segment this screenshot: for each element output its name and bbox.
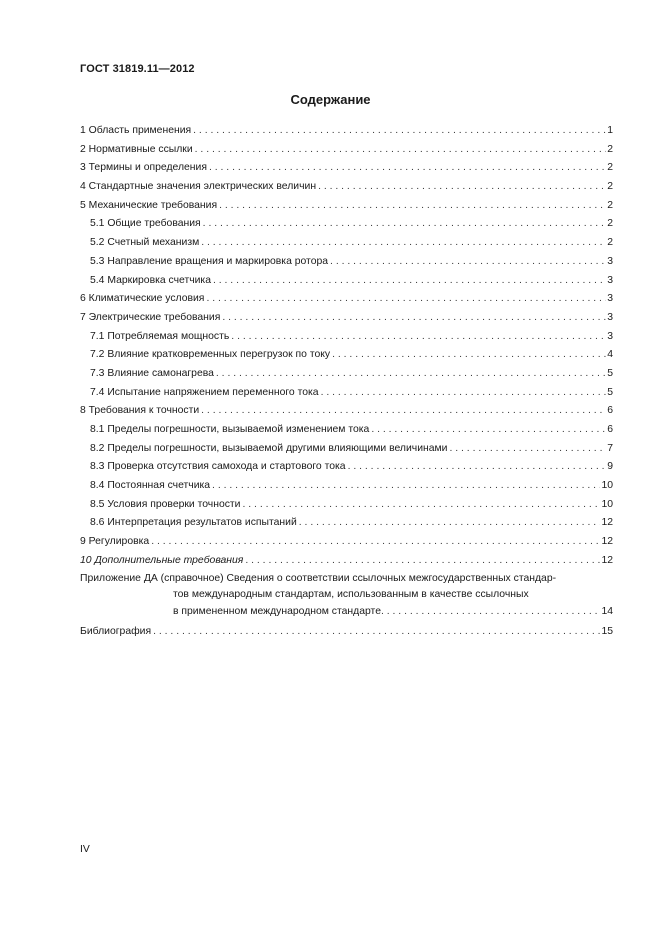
dot-leader bbox=[203, 215, 607, 234]
toc-entry[interactable] bbox=[80, 440, 613, 459]
toc-entry[interactable] bbox=[80, 365, 613, 384]
toc-entry-title: 7.2 Влияние кратковременных перегрузок по току bbox=[90, 349, 331, 361]
appendix-page-number: 14 bbox=[601, 605, 613, 617]
toc-entry[interactable] bbox=[80, 514, 613, 533]
dot-leader bbox=[299, 514, 601, 533]
toc-entry[interactable] bbox=[80, 272, 613, 291]
dot-leader bbox=[151, 533, 600, 552]
appendix-line-1: Приложение ДА (справочное) Сведения о соответствии ссылочных межгосударственных стандар- bbox=[80, 572, 557, 584]
dot-leader bbox=[318, 178, 606, 197]
toc-entry[interactable] bbox=[80, 402, 613, 421]
toc-entry[interactable] bbox=[80, 477, 613, 496]
toc-entry-title: 7.1 Потребляемая мощность bbox=[90, 330, 230, 342]
toc-entry[interactable] bbox=[80, 496, 613, 515]
toc-entry-page-number: 12 bbox=[601, 536, 613, 548]
toc-entry-title: 5.3 Направление вращения и маркировка ротора bbox=[90, 255, 329, 267]
toc-entry-title: 5 Механические требования bbox=[80, 199, 218, 211]
toc-entry[interactable] bbox=[80, 197, 613, 216]
toc-entry-page-number: 12 bbox=[601, 517, 613, 529]
toc-entry-title: 3 Термины и определения bbox=[80, 162, 207, 174]
toc-entry-page-number: 7 bbox=[607, 442, 613, 454]
toc-entry-title: 1 Область применения bbox=[80, 125, 192, 136]
footer-page-number: IV bbox=[80, 844, 90, 855]
toc-entry[interactable] bbox=[80, 234, 613, 253]
toc-entry-page-number: 2 bbox=[607, 181, 613, 193]
toc-entry-page-number: 2 bbox=[607, 199, 613, 211]
dot-leader bbox=[193, 122, 606, 141]
dot-leader bbox=[381, 604, 601, 621]
dot-leader bbox=[243, 496, 601, 515]
toc-entry-title: 8 Требования к точности bbox=[80, 405, 200, 417]
page-title: Содержание bbox=[290, 92, 371, 107]
toc-entry-title: 8.3 Проверка отсутствия самохода и стартового тока bbox=[90, 461, 346, 473]
toc-entry-bibliography[interactable] bbox=[80, 623, 613, 642]
dot-leader bbox=[195, 141, 607, 160]
dot-leader bbox=[212, 477, 600, 496]
toc-entry[interactable] bbox=[80, 290, 613, 309]
toc-entry[interactable] bbox=[80, 178, 613, 197]
toc-entry[interactable] bbox=[80, 253, 613, 272]
toc-entry[interactable] bbox=[80, 122, 613, 141]
dot-leader bbox=[321, 384, 607, 403]
dot-leader bbox=[206, 290, 606, 309]
toc-entry-title: 9 Регулировка bbox=[80, 536, 150, 548]
toc-entry[interactable] bbox=[80, 533, 613, 552]
dot-leader bbox=[332, 346, 606, 365]
toc-entry-page-number: 6 bbox=[607, 424, 613, 435]
document-code: ГОСТ 31819.11—2012 bbox=[80, 63, 195, 75]
toc-entry-title: 8.5 Условия проверки точности bbox=[90, 498, 241, 510]
toc-entry-page-number: 5 bbox=[607, 367, 613, 379]
toc-entry[interactable] bbox=[80, 384, 613, 403]
toc-entry-title: 10 Дополнительные требования bbox=[80, 554, 244, 566]
toc-entry-title: 4 Стандартные значения электрических величин bbox=[80, 181, 317, 193]
toc-entry-page-number: 5 bbox=[607, 386, 613, 398]
toc-entry-title: 5.1 Общие требования bbox=[90, 218, 201, 230]
toc-entry-page-number: 2 bbox=[607, 237, 613, 249]
toc-entry[interactable] bbox=[80, 309, 613, 328]
toc-entry[interactable] bbox=[80, 328, 613, 347]
bibliography-page-number: 15 bbox=[601, 626, 613, 637]
toc-entry[interactable] bbox=[80, 552, 613, 571]
dot-leader bbox=[330, 253, 606, 272]
dot-leader bbox=[213, 272, 606, 291]
dot-leader bbox=[201, 234, 606, 253]
toc-entry-page-number: 3 bbox=[607, 311, 613, 323]
dot-leader bbox=[216, 365, 606, 384]
appendix-line-3: в примененном международном стандарте bbox=[173, 605, 381, 617]
dot-leader bbox=[222, 309, 606, 328]
toc-entry-page-number: 3 bbox=[607, 293, 613, 305]
toc-entry[interactable] bbox=[80, 141, 613, 160]
toc-entry-page-number: 2 bbox=[607, 162, 613, 174]
toc-entry-title: 8.1 Пределы погрешности, вызываемой изменением тока bbox=[90, 424, 370, 435]
bibliography-label: Библиография bbox=[80, 626, 152, 637]
dot-leader bbox=[209, 159, 606, 178]
table-of-contents bbox=[80, 122, 613, 642]
dot-leader bbox=[348, 458, 607, 477]
toc-entry[interactable] bbox=[80, 159, 613, 178]
toc-entry[interactable] bbox=[80, 215, 613, 234]
toc-entry-title: 7 Электрические требования bbox=[80, 311, 221, 323]
toc-entry-title: 8.4 Постоянная счетчика bbox=[90, 480, 211, 492]
toc-entry-title: 2 Нормативные ссылки bbox=[80, 143, 193, 155]
toc-entry[interactable] bbox=[80, 421, 613, 440]
dot-leader bbox=[201, 402, 606, 421]
toc-entry-page-number: 2 bbox=[607, 218, 613, 230]
toc-entry-page-number: 4 bbox=[607, 349, 613, 361]
dot-leader bbox=[371, 421, 606, 440]
toc-entry-page-number: 10 bbox=[601, 498, 613, 510]
toc-entry-title: 6 Климатические условия bbox=[80, 293, 205, 305]
toc-entry-appendix[interactable] bbox=[80, 571, 613, 621]
toc-entry-title: 8.2 Пределы погрешности, вызываемой другими влияющими величинами bbox=[90, 442, 448, 454]
toc-entry-page-number: 6 bbox=[607, 405, 613, 417]
toc-entry-title: 8.6 Интерпретация результатов испытаний bbox=[90, 517, 297, 529]
toc-entry-title: 7.4 Испытание напряжением переменного тока bbox=[90, 386, 319, 398]
toc-entry-page-number: 3 bbox=[607, 330, 613, 342]
toc-entry-title: 7.3 Влияние самонагрева bbox=[90, 367, 214, 379]
dot-leader bbox=[245, 552, 600, 571]
toc-entry-page-number: 10 bbox=[601, 480, 613, 492]
toc-entry-page-number: 2 bbox=[607, 143, 613, 155]
toc-entry[interactable] bbox=[80, 458, 613, 477]
appendix-line-2: тов международным стандартам, использованным в качестве ссылочных bbox=[173, 589, 529, 600]
dot-leader bbox=[449, 440, 606, 459]
toc-entry-title: 5.4 Маркировка счетчика bbox=[90, 274, 211, 286]
toc-entry-page-number: 3 bbox=[607, 255, 613, 267]
toc-entry-page-number: 9 bbox=[607, 461, 613, 473]
toc-entry-title: 5.2 Счетный механизм bbox=[90, 237, 200, 249]
dot-leader bbox=[231, 328, 606, 347]
toc-entry-page-number: 1 bbox=[607, 125, 613, 136]
dot-leader bbox=[153, 623, 600, 642]
dot-leader bbox=[219, 197, 606, 216]
toc-entry-page-number: 3 bbox=[607, 274, 613, 286]
toc-entry-page-number: 12 bbox=[601, 554, 613, 566]
toc-entry[interactable] bbox=[80, 346, 613, 365]
